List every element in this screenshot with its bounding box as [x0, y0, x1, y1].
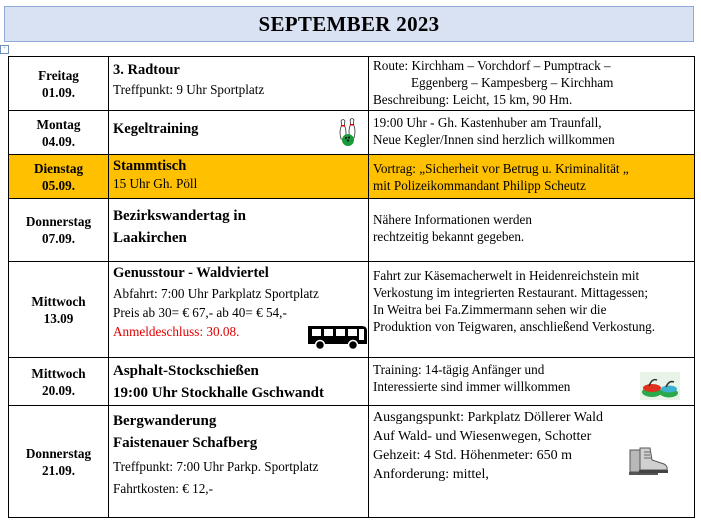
event-line: Treffpunkt: 9 Uhr Sportplatz	[113, 82, 265, 97]
info-line: Anforderung: mittel,	[373, 467, 489, 482]
bowling-icon	[336, 117, 360, 147]
event-cell	[109, 199, 369, 262]
info-cell	[369, 199, 695, 262]
info-line: 19:00 Uhr - Gh. Kastenhuber am Traunfall,	[373, 115, 602, 130]
event-line: Treffpunkt: 7:00 Uhr Parkp. Sportplatz	[113, 459, 319, 474]
day-cell	[9, 199, 109, 262]
table-row	[9, 358, 695, 406]
page-title: SEPTEMBER 2023	[4, 6, 694, 42]
table-row	[9, 199, 695, 262]
table-row	[9, 111, 695, 155]
event-line: Abfahrt: 7:00 Uhr Parkplatz Sportplatz	[113, 286, 319, 301]
info-line: Vortrag: „Sicherheit vor Betrug u. Kriminalität „	[373, 161, 629, 176]
day-cell	[9, 57, 109, 111]
info-cell	[369, 155, 695, 199]
event-cell	[109, 262, 369, 358]
info-line: Beschreibung: Leicht, 15 km, 90 Hm.	[373, 92, 573, 107]
table-row	[9, 57, 695, 111]
day-cell	[9, 358, 109, 406]
event-title-line: Laakirchen	[113, 230, 187, 246]
event-line: Preis ab 30= € 67,- ab 40= € 54,-	[113, 305, 287, 320]
event-title: Genusstour - Waldviertel	[113, 265, 269, 281]
info-cell	[369, 358, 695, 406]
info-line: Route: Kirchham – Vorchdorf – Pumptrack –	[373, 58, 611, 73]
event-line: Fahrtkosten: € 12,-	[113, 481, 213, 496]
day-date: 01.09.	[42, 84, 75, 100]
day-name: Mittwoch	[31, 293, 86, 309]
day-name: Dienstag	[33, 160, 84, 176]
event-cell	[109, 155, 369, 199]
event-cell	[109, 358, 369, 406]
info-line: Eggenberg – Kampesberg – Kirchham	[411, 75, 614, 90]
info-cell	[369, 111, 695, 155]
day-name: Donnerstag	[25, 214, 92, 229]
info-cell	[369, 57, 695, 111]
info-line: Nähere Informationen werden	[373, 212, 532, 227]
info-line: Verkostung im integrierten Restaurant. Mittagessen;	[373, 285, 649, 300]
info-line: Ausgangspunkt: Parkplatz Döllerer Wald	[373, 410, 603, 425]
day-cell	[9, 155, 109, 199]
info-line: mit Polizeikommandant Philipp Scheutz	[373, 178, 586, 193]
event-title-line: Faistenauer Schafberg	[113, 435, 258, 451]
info-line: Neue Kegler/Innen sind herzlich willkommen	[373, 132, 615, 147]
bus-icon	[306, 322, 368, 350]
info-line: Fahrt zur Käsemacherwelt in Heidenreichstein mit	[373, 268, 640, 283]
registration-deadline: Anmeldeschluss: 30.08.	[113, 324, 240, 339]
event-title: 3. Radtour	[113, 62, 180, 78]
event-title: Kegeltraining	[113, 121, 199, 137]
event-title-line: 19:00 Uhr Stockhalle Gschwandt	[113, 385, 324, 401]
event-line: 15 Uhr Gh. Pöll	[113, 176, 198, 191]
table-row	[9, 262, 695, 358]
day-cell	[9, 406, 109, 518]
info-line: Training: 14-tägig Anfänger und	[373, 362, 545, 377]
info-line: Gehzeit: 4 Std. Höhenmeter: 650 m	[373, 448, 573, 463]
event-cell	[109, 406, 369, 518]
info-line: Auf Wald- und Wiesenwegen, Schotter	[373, 429, 592, 444]
events-table	[8, 56, 695, 518]
day-cell	[9, 262, 109, 358]
day-date: 05.09.	[42, 177, 75, 193]
info-cell	[369, 262, 695, 358]
event-title-line: Bezirkswandertag in	[113, 208, 246, 224]
info-line: Interessierte sind immer willkommen	[373, 379, 571, 394]
day-name: Montag	[36, 116, 81, 132]
info-line: In Weitra bei Fa.Zimmermann sehen wir die	[373, 302, 607, 317]
day-date: 21.09.	[42, 462, 75, 478]
day-name: Freitag	[38, 67, 79, 83]
info-cell	[369, 406, 695, 518]
info-line: Produktion von Teigwaren, anschließend Verkostung.	[373, 319, 656, 334]
info-line: rechtzeitig bekannt gegeben.	[373, 229, 525, 244]
table-anchor-icon: +	[0, 45, 9, 54]
day-name: Mittwoch	[31, 365, 86, 381]
event-title: Stammtisch	[113, 158, 187, 174]
event-title-line: Bergwanderung	[113, 413, 217, 429]
event-cell	[109, 57, 369, 111]
day-date: 13.09	[43, 310, 74, 326]
table-row	[9, 406, 695, 518]
day-cell	[9, 111, 109, 155]
table-row-highlighted	[9, 155, 695, 199]
event-title-line: Asphalt-Stockschießen	[113, 363, 259, 379]
event-cell	[109, 111, 369, 155]
curling-stones-icon	[640, 372, 680, 400]
hiking-boots-icon	[626, 444, 672, 478]
day-date: 07.09.	[42, 231, 75, 246]
day-name: Donnerstag	[25, 445, 92, 461]
day-date: 20.09.	[42, 382, 75, 398]
day-date: 04.09.	[42, 133, 75, 149]
